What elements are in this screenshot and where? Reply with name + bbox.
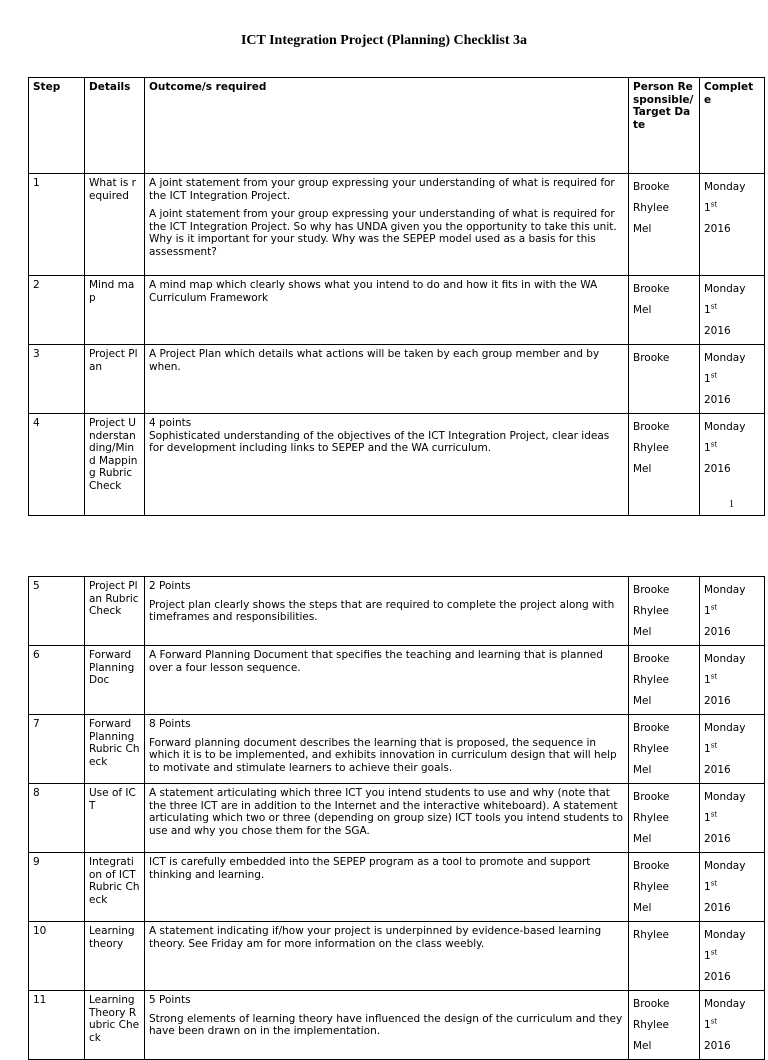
outcome-cell (145, 414, 629, 516)
details-cell: Use of ICT (85, 784, 145, 853)
details-cell: Project Understanding/Mind Mapping Rubric Check (85, 414, 145, 516)
outcome-cell (145, 853, 629, 922)
person-name: Mel (633, 764, 652, 776)
complete-date-suffix: st (710, 810, 718, 819)
step-cell: 4 (29, 414, 85, 516)
complete-date-suffix: st (710, 948, 718, 957)
table-row (29, 715, 765, 784)
outcome-cell (145, 715, 629, 784)
step-cell: 6 (29, 646, 85, 715)
complete-day: Monday (704, 584, 746, 596)
person-name: Mel (633, 463, 652, 475)
step-cell: 9 (29, 853, 85, 922)
person-name: Rhylee (633, 929, 670, 941)
outcome-paragraph: A statement articulating which three ICT you intend students to use and why (note that the three ICT are in addition to the Internet and the interactive whiteboard). A statement articulating which two or three (depending on group size) ICT tools you intend students to use and why you chose them for the SGA. (149, 787, 623, 837)
person-cell (629, 784, 700, 853)
complete-date-suffix: st (710, 302, 718, 311)
step-cell: 3 (29, 345, 85, 414)
person-name: Mel (633, 902, 652, 914)
step-cell: 11 (29, 991, 85, 1060)
table-row (29, 922, 765, 991)
header-details: Details (85, 78, 145, 174)
details-cell: What is required (85, 174, 145, 276)
complete-cell (700, 784, 765, 853)
outcome-paragraph: A mind map which clearly shows what you intend to do and how it fits in with the WA Curriculum Framework (149, 279, 598, 304)
outcome-cell (145, 646, 629, 715)
person-name: Brooke (633, 998, 670, 1010)
person-cell (629, 991, 700, 1060)
person-name: Mel (633, 223, 652, 235)
outcome-paragraph: 5 Points (149, 994, 191, 1006)
details-cell: Forward Planning Doc (85, 646, 145, 715)
step-cell: 10 (29, 922, 85, 991)
complete-cell (700, 174, 765, 276)
details-cell: Forward Planning Rubric Check (85, 715, 145, 784)
outcome-cell (145, 922, 629, 991)
header-outcome: Outcome/s required (145, 78, 629, 174)
complete-day: Monday (704, 283, 746, 295)
complete-day: Monday (704, 421, 746, 433)
complete-date (704, 300, 760, 321)
outcome-paragraph: Forward planning document describes the learning that is proposed, the sequence in which it is to be implemented, and exhibits innovation in curriculum design that will help to motivate and stimulate learners to achieve their goals. (149, 736, 617, 774)
complete-day: Monday (704, 352, 746, 364)
person-name: Rhylee (633, 202, 670, 214)
complete-date-num: 1 (704, 442, 711, 454)
complete-year: 2016 (704, 1040, 731, 1052)
complete-date-num: 1 (704, 812, 711, 824)
complete-date (704, 946, 760, 967)
table-row (29, 345, 765, 414)
table-row (29, 577, 765, 646)
complete-date (704, 808, 760, 829)
complete-date (704, 670, 760, 691)
person-name: Mel (633, 304, 652, 316)
outcome-cell (145, 784, 629, 853)
person-name: Rhylee (633, 812, 670, 824)
complete-year: 2016 (704, 764, 731, 776)
table-row (29, 853, 765, 922)
header-complete: Complete (700, 78, 765, 174)
outcome-paragraph: ICT is carefully embedded into the SEPEP program as a tool to promote and support thinking and learning. (149, 856, 591, 881)
outcome-paragraph: Strong elements of learning theory have influenced the design of the curriculum and they have been drawn on in the implementation. (149, 1012, 623, 1037)
person-name: Brooke (633, 722, 670, 734)
complete-date-suffix: st (710, 200, 718, 209)
person-name: Brooke (633, 283, 670, 295)
complete-year: 2016 (704, 325, 731, 337)
complete-day: Monday (704, 998, 746, 1010)
outcome-cell (145, 174, 629, 276)
header-person: Person Responsible/ Target Date (629, 78, 700, 174)
complete-day: Monday (704, 791, 746, 803)
complete-year: 2016 (704, 394, 731, 406)
complete-year: 2016 (704, 902, 731, 914)
complete-date-num: 1 (704, 881, 711, 893)
complete-date-num: 1 (704, 605, 711, 617)
person-cell (629, 174, 700, 276)
outcome-cell (145, 577, 629, 646)
complete-date-suffix: st (710, 603, 718, 612)
person-cell (629, 276, 700, 345)
complete-date-num: 1 (704, 202, 711, 214)
complete-date-num: 1 (704, 743, 711, 755)
outcome-paragraph: A statement indicating if/how your project is underpinned by evidence-based learning theory. See Friday am for more information on the class weebly. (149, 925, 602, 950)
complete-date-suffix: st (710, 440, 718, 449)
complete-date-num: 1 (704, 1019, 711, 1031)
complete-day: Monday (704, 722, 746, 734)
complete-cell (700, 715, 765, 784)
outcome-paragraph: Project plan clearly shows the steps that are required to complete the project along with timeframes and responsibilities. (149, 598, 615, 623)
person-cell (629, 715, 700, 784)
person-name: Rhylee (633, 881, 670, 893)
person-name: Brooke (633, 421, 670, 433)
table-row (29, 276, 765, 345)
complete-cell (700, 991, 765, 1060)
person-cell (629, 414, 700, 516)
outcome-paragraph: A Project Plan which details what actions will be taken by each group member and by when. (149, 348, 600, 373)
complete-date (704, 438, 760, 459)
outcome-cell (145, 276, 629, 345)
complete-date-num: 1 (704, 304, 711, 316)
complete-date (704, 369, 760, 390)
complete-date-suffix: st (710, 1017, 718, 1026)
outcome-paragraph: A joint statement from your group expressing your understanding of what is required for the ICT Integration Project. So why has UNDA given you the opportunity to take this unit. Why is it important for your study. Why was the SEPEP model used as a basis for this assessment? (149, 208, 617, 258)
outcome-cell (145, 345, 629, 414)
details-cell: Integration of ICT Rubric Check (85, 853, 145, 922)
step-cell: 7 (29, 715, 85, 784)
person-name: Rhylee (633, 442, 670, 454)
complete-date (704, 1015, 760, 1036)
complete-day: Monday (704, 181, 746, 193)
complete-day: Monday (704, 929, 746, 941)
complete-year: 2016 (704, 626, 731, 638)
checklist-table-page1 (28, 77, 765, 516)
checklist-table-page2 (28, 576, 765, 1060)
details-cell: Project Plan (85, 345, 145, 414)
person-name: Mel (633, 833, 652, 845)
complete-date (704, 739, 760, 760)
outcome-paragraph: 2 Points (149, 580, 191, 592)
outcome-paragraph: 8 Points (149, 718, 191, 730)
person-name: Mel (633, 695, 652, 707)
table-row (29, 991, 765, 1060)
complete-date (704, 198, 760, 219)
person-name: Rhylee (633, 674, 670, 686)
outcome-paragraph: A joint statement from your group expressing your understanding of what is required for the ICT Integration Project. (149, 177, 615, 202)
table-header-row (29, 78, 765, 174)
complete-year: 2016 (704, 971, 731, 983)
person-name: Brooke (633, 181, 670, 193)
complete-date (704, 601, 760, 622)
person-name: Brooke (633, 653, 670, 665)
person-name: Brooke (633, 352, 670, 364)
person-name: Rhylee (633, 1019, 670, 1031)
outcome-paragraph: A Forward Planning Document that specifies the teaching and learning that is planned over a four lesson sequence. (149, 649, 603, 674)
person-name: Mel (633, 626, 652, 638)
person-name: Mel (633, 1040, 652, 1052)
document-title: ICT Integration Project (Planning) Checklist 3a (240, 33, 528, 48)
person-cell (629, 345, 700, 414)
person-cell (629, 922, 700, 991)
complete-cell (700, 577, 765, 646)
outcome-cell (145, 991, 629, 1060)
person-name: Brooke (633, 860, 670, 872)
details-cell: Learning Theory Rubric Check (85, 991, 145, 1060)
complete-date-suffix: st (710, 879, 718, 888)
table-row (29, 646, 765, 715)
step-cell: 8 (29, 784, 85, 853)
person-name: Brooke (633, 584, 670, 596)
step-cell: 5 (29, 577, 85, 646)
page-number: 1 (729, 499, 734, 510)
details-cell: Project Plan Rubric Check (85, 577, 145, 646)
person-cell (629, 853, 700, 922)
complete-cell (700, 276, 765, 345)
outcome-paragraph: 4 points Sophisticated understanding of the objectives of the ICT Integration Project, clear ideas for development including links to SEPEP and the WA curriculum. (149, 417, 610, 454)
table-row (29, 784, 765, 853)
step-cell: 2 (29, 276, 85, 345)
complete-date-suffix: st (710, 672, 718, 681)
complete-year: 2016 (704, 223, 731, 235)
person-cell (629, 646, 700, 715)
complete-day: Monday (704, 653, 746, 665)
complete-day: Monday (704, 860, 746, 872)
complete-date-suffix: st (710, 371, 718, 380)
complete-cell (700, 646, 765, 715)
complete-date-suffix: st (710, 741, 718, 750)
header-step: Step (29, 78, 85, 174)
complete-date-num: 1 (704, 950, 711, 962)
step-cell: 1 (29, 174, 85, 276)
complete-date (704, 877, 760, 898)
table-row (29, 174, 765, 276)
complete-year: 2016 (704, 463, 731, 475)
complete-year: 2016 (704, 833, 731, 845)
complete-date-num: 1 (704, 373, 711, 385)
person-name: Rhylee (633, 605, 670, 617)
table-row (29, 414, 765, 516)
person-name: Brooke (633, 791, 670, 803)
person-cell (629, 577, 700, 646)
complete-cell (700, 345, 765, 414)
complete-year: 2016 (704, 695, 731, 707)
details-cell: Mind map (85, 276, 145, 345)
complete-cell (700, 922, 765, 991)
complete-date-num: 1 (704, 674, 711, 686)
details-cell: Learning theory (85, 922, 145, 991)
person-name: Rhylee (633, 743, 670, 755)
complete-cell (700, 853, 765, 922)
